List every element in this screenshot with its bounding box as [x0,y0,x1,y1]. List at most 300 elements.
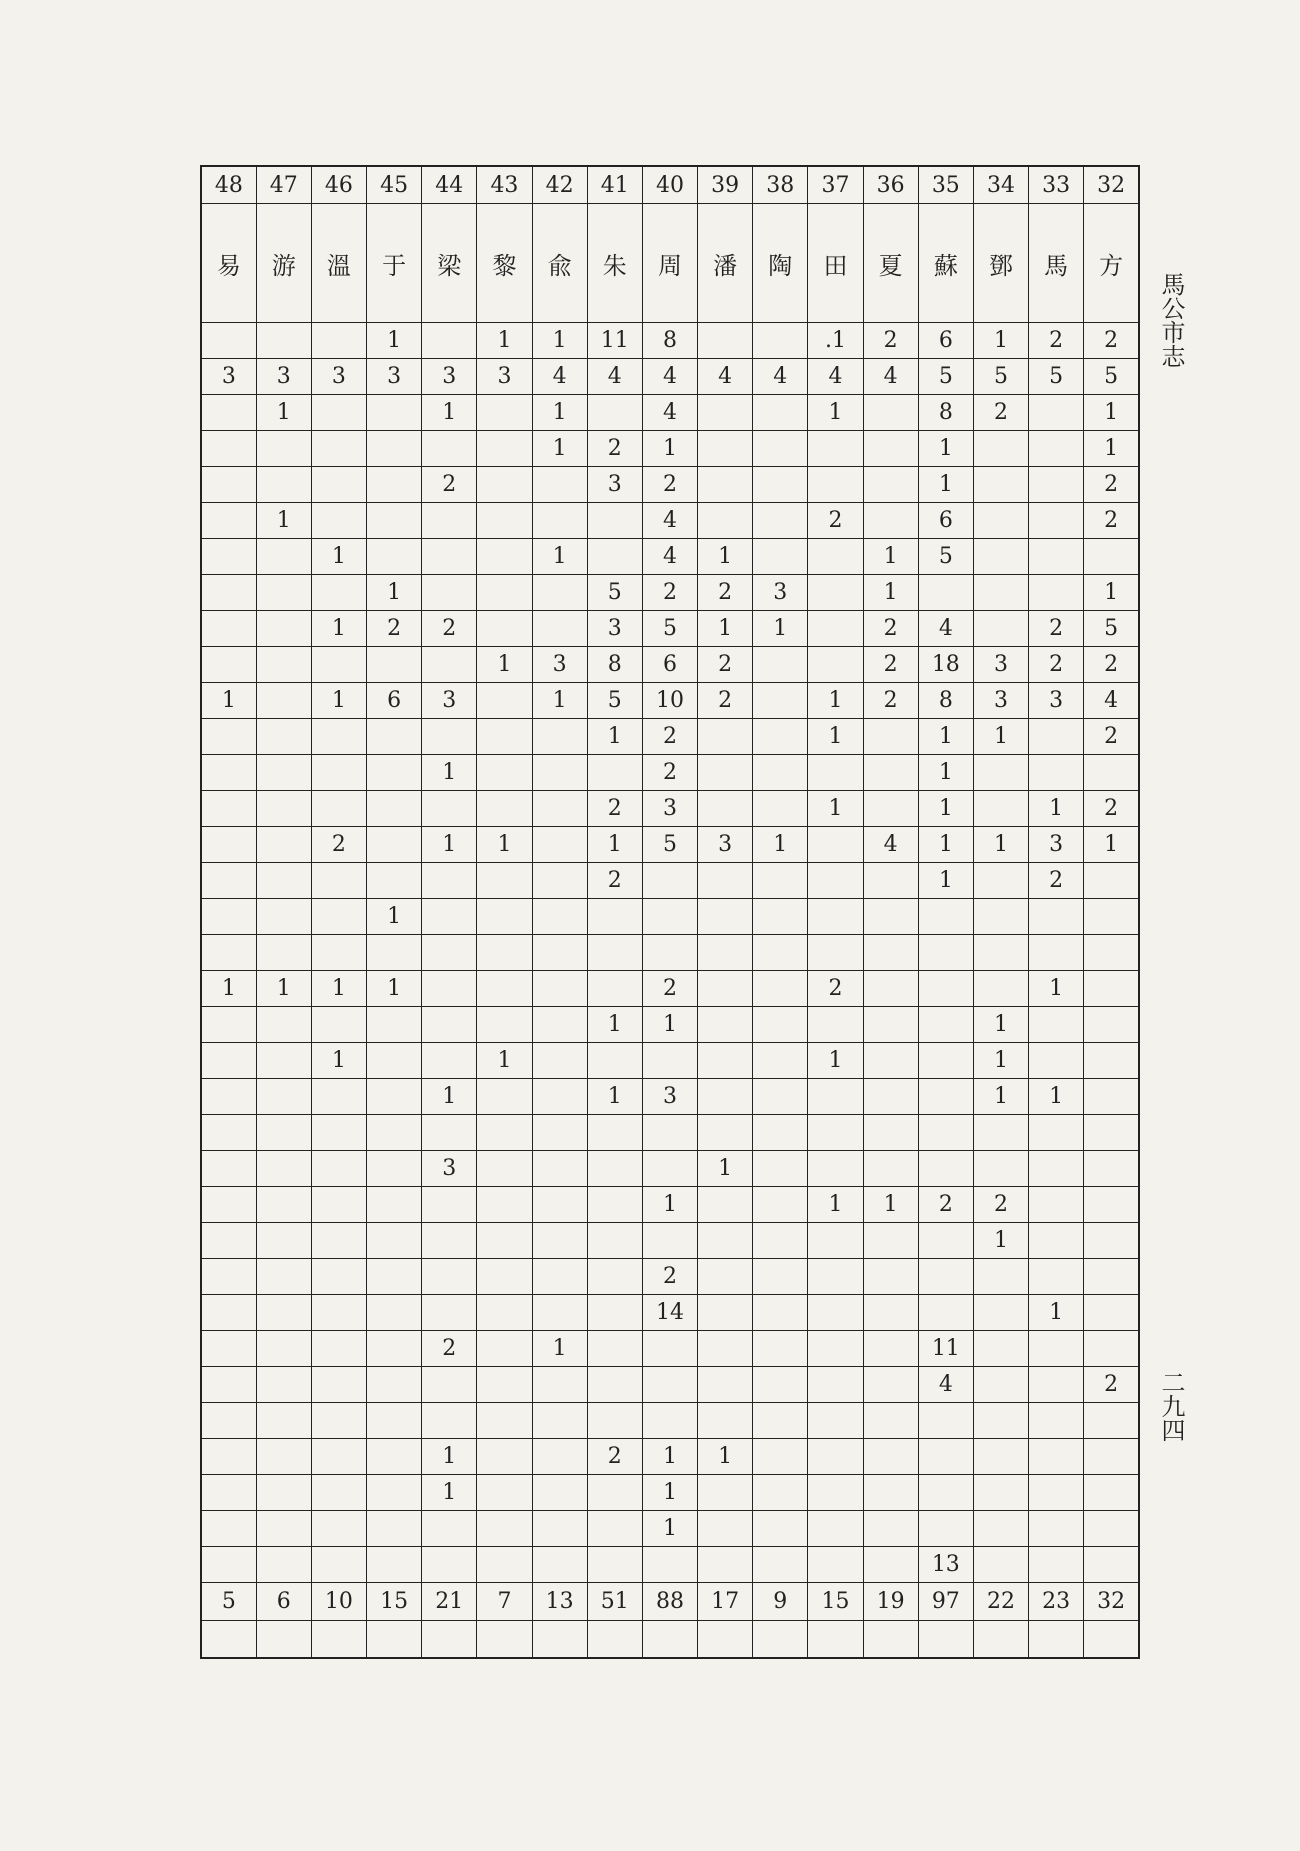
table-cell [1029,1511,1084,1547]
table-cell [532,1547,587,1583]
table-cell: 1 [422,1439,477,1475]
column-surname: 馬 [1029,204,1084,323]
table-cell [311,503,366,539]
table-cell [973,1259,1028,1295]
table-cell [532,1439,587,1475]
table-cell [753,503,808,539]
table-cell [256,467,311,503]
table-cell: 3 [973,683,1028,719]
table-cell [642,935,697,971]
table-cell: 6 [918,503,973,539]
table-cell [201,539,256,575]
table-cell [477,539,532,575]
table-cell [477,575,532,611]
table-cell [973,1547,1028,1583]
table-cell: 1 [918,791,973,827]
table-cell: 2 [422,611,477,647]
table-cell: 6 [367,683,422,719]
table-cell: 1 [477,1043,532,1079]
table-cell: 3 [256,359,311,395]
table-cell [311,1547,366,1583]
table-cell [256,1115,311,1151]
page-number: 二九四 [1157,1370,1185,1442]
table-cell [367,1007,422,1043]
table-cell [367,1295,422,1331]
table-cell [973,431,1028,467]
blank-cell [753,1621,808,1659]
table-cell: 1 [477,323,532,359]
table-cell [477,1151,532,1187]
table-cell [256,1367,311,1403]
table-cell [808,1439,863,1475]
table-cell [311,1223,366,1259]
table-cell [918,1115,973,1151]
table-cell: 1 [1084,431,1139,467]
table-row [201,1331,1139,1367]
table-cell [863,467,918,503]
table-cell [808,431,863,467]
table-row [201,1511,1139,1547]
table-cell: 1 [1029,971,1084,1007]
table-cell [1029,1403,1084,1439]
table-cell [311,755,366,791]
table-cell [753,755,808,791]
table-cell [1029,719,1084,755]
table-cell [201,647,256,683]
table-cell [973,1511,1028,1547]
table-cell: 1 [863,1187,918,1223]
table-cell [256,575,311,611]
table-cell [642,1115,697,1151]
table-cell [1029,1007,1084,1043]
table-cell [422,1367,477,1403]
table-cell [918,1475,973,1511]
table-cell [753,1367,808,1403]
table-cell [422,1007,477,1043]
table-cell [477,431,532,467]
table-cell [311,1475,366,1511]
table-cell: 2 [642,971,697,1007]
table-cell: 2 [1084,1367,1139,1403]
table-cell: 2 [1084,467,1139,503]
table-cell [532,755,587,791]
table-cell [477,1331,532,1367]
table-cell [367,791,422,827]
table-cell [367,1367,422,1403]
blank-cell [1084,1621,1139,1659]
table-cell [642,1367,697,1403]
table-cell [808,467,863,503]
table-cell [422,935,477,971]
table-cell [532,1403,587,1439]
table-cell: 1 [532,323,587,359]
table-cell [201,1259,256,1295]
table-cell: 3 [1029,683,1084,719]
table-cell [863,395,918,431]
table-cell [973,791,1028,827]
table-cell [1029,1259,1084,1295]
table-cell [753,647,808,683]
table-cell: 2 [863,647,918,683]
table-cell: 1 [367,575,422,611]
table-cell [808,899,863,935]
table-cell: 2 [973,1187,1028,1223]
column-number: 38 [753,166,808,204]
table-cell [201,1331,256,1367]
table-cell [587,1403,642,1439]
table-cell [201,1511,256,1547]
table-cell: 1 [973,719,1028,755]
table-cell: 14 [642,1295,697,1331]
table-cell: 5 [587,575,642,611]
table-cell: 1 [477,647,532,683]
table-cell [422,539,477,575]
table-cell [863,755,918,791]
table-cell [698,1511,753,1547]
table-cell [422,899,477,935]
table-cell [918,1007,973,1043]
table-cell: 1 [422,755,477,791]
total-cell: 32 [1084,1583,1139,1621]
table-cell: 5 [1029,359,1084,395]
table-cell [477,1295,532,1331]
table-cell: 3 [422,359,477,395]
table-cell [753,1223,808,1259]
blank-cell [201,1621,256,1659]
table-row [201,1115,1139,1151]
blank-cell [532,1621,587,1659]
table-row [201,899,1139,935]
column-number: 48 [201,166,256,204]
header-surname-row [201,204,1139,323]
total-cell: 88 [642,1583,697,1621]
table-cell [201,431,256,467]
table-row [201,431,1139,467]
table-cell [863,1295,918,1331]
table-row [201,1475,1139,1511]
table-cell [698,1223,753,1259]
table-cell: 5 [1084,611,1139,647]
table-cell: 1 [1084,827,1139,863]
blank-cell [698,1621,753,1659]
table-cell: 4 [1084,683,1139,719]
column-surname: 溫 [311,204,366,323]
column-number: 35 [918,166,973,204]
table-cell [642,1547,697,1583]
table-cell [1084,1187,1139,1223]
table-cell [587,1295,642,1331]
total-cell: 5 [201,1583,256,1621]
table-cell: 2 [863,683,918,719]
table-cell [587,1547,642,1583]
table-cell [863,791,918,827]
total-cell: 7 [477,1583,532,1621]
table-cell [587,1259,642,1295]
column-surname: 兪 [532,204,587,323]
table-cell [698,719,753,755]
table-cell [311,1187,366,1223]
table-cell [863,1007,918,1043]
table-row [201,611,1139,647]
table-cell [1029,467,1084,503]
table-cell: 3 [587,467,642,503]
table-cell [753,863,808,899]
table-cell: 1 [753,611,808,647]
total-cell: 21 [422,1583,477,1621]
table-cell [587,1115,642,1151]
table-cell [753,899,808,935]
table-row [201,323,1139,359]
table-cell [311,395,366,431]
table-cell [201,611,256,647]
table-cell [256,1043,311,1079]
table-cell: 1 [311,539,366,575]
table-cell [256,1223,311,1259]
table-cell [587,1475,642,1511]
table-cell [753,1079,808,1115]
table-cell [201,863,256,899]
table-cell: 4 [863,827,918,863]
column-number: 32 [1084,166,1139,204]
table-row [201,683,1139,719]
table-cell: 2 [422,1331,477,1367]
table-cell [532,899,587,935]
table-cell [477,611,532,647]
blank-cell [918,1621,973,1659]
table-cell [808,863,863,899]
table-cell: 4 [918,1367,973,1403]
table-cell [477,467,532,503]
table-cell [201,395,256,431]
table-cell [863,1367,918,1403]
table-cell [256,1259,311,1295]
table-cell: 2 [698,647,753,683]
table-row [201,971,1139,1007]
table-cell [1029,1439,1084,1475]
table-cell [753,1043,808,1079]
table-cell [532,575,587,611]
table-cell [698,1115,753,1151]
table-row [201,1367,1139,1403]
table-cell [477,1367,532,1403]
table-cell [698,1547,753,1583]
table-cell [753,791,808,827]
table-cell: 4 [808,359,863,395]
table-cell [367,935,422,971]
table-row [201,1223,1139,1259]
table-row [201,467,1139,503]
table-cell [367,539,422,575]
table-cell [918,1259,973,1295]
table-cell [1029,755,1084,791]
table-cell [698,1475,753,1511]
table-cell [201,1043,256,1079]
table-cell [863,1223,918,1259]
table-cell [311,1439,366,1475]
table-cell [256,1403,311,1439]
table-cell [808,539,863,575]
table-cell: 3 [753,575,808,611]
table-cell [973,611,1028,647]
table-cell [753,1547,808,1583]
table-row [201,539,1139,575]
column-surname: 游 [256,204,311,323]
table-cell [753,323,808,359]
table-cell [256,1151,311,1187]
total-cell: 10 [311,1583,366,1621]
table-cell [587,755,642,791]
table-cell: 1 [1084,575,1139,611]
table-cell: 5 [1084,359,1139,395]
table-cell: 1 [587,719,642,755]
table-cell [532,1187,587,1223]
table-cell [1029,539,1084,575]
table-cell [863,935,918,971]
table-cell: 1 [422,827,477,863]
table-cell: 3 [532,647,587,683]
table-cell [1029,1151,1084,1187]
table-cell [367,719,422,755]
table-cell: 1 [918,467,973,503]
table-cell [256,647,311,683]
table-cell [477,755,532,791]
table-cell [256,899,311,935]
table-cell: 1 [918,719,973,755]
table-cell [422,575,477,611]
table-cell [753,1331,808,1367]
table-cell [973,899,1028,935]
table-cell [256,611,311,647]
table-cell [973,1115,1028,1151]
table-cell [587,899,642,935]
table-cell [587,971,642,1007]
table-cell: 1 [201,971,256,1007]
table-cell [642,899,697,935]
column-number: 34 [973,166,1028,204]
table-cell [918,1043,973,1079]
blank-cell [863,1621,918,1659]
table-cell: 2 [698,683,753,719]
table-cell [863,863,918,899]
table-cell [587,1223,642,1259]
table-cell: 1 [587,1079,642,1115]
table-cell [367,1259,422,1295]
table-row [201,791,1139,827]
table-cell: 3 [587,611,642,647]
table-cell: 1 [642,1439,697,1475]
table-cell [808,1295,863,1331]
table-cell [256,1475,311,1511]
table-cell [698,935,753,971]
table-cell [477,1187,532,1223]
table-cell: 2 [1084,647,1139,683]
table-cell [918,971,973,1007]
table-cell [201,1295,256,1331]
table-cell [1084,1439,1139,1475]
table-cell: 1 [642,431,697,467]
table-cell [201,1367,256,1403]
table-cell [1084,755,1139,791]
table-cell [256,755,311,791]
column-number: 36 [863,166,918,204]
table-cell [698,1331,753,1367]
table-cell: 3 [973,647,1028,683]
table-cell: 1 [973,1223,1028,1259]
table-cell [698,323,753,359]
table-cell [201,575,256,611]
table-cell: 3 [642,1079,697,1115]
table-cell [973,755,1028,791]
table-cell: 8 [642,323,697,359]
table-cell: 13 [918,1547,973,1583]
table-cell [1029,1367,1084,1403]
table-cell [973,935,1028,971]
column-number: 47 [256,166,311,204]
table-cell: 3 [642,791,697,827]
table-cell [863,1439,918,1475]
blank-cell [808,1621,863,1659]
table-cell: 1 [808,719,863,755]
table-cell [311,1295,366,1331]
table-cell [973,575,1028,611]
table-cell: 2 [587,431,642,467]
table-cell: 2 [1084,719,1139,755]
table-cell [1084,1331,1139,1367]
table-cell [422,1187,477,1223]
column-surname: 梁 [422,204,477,323]
table-cell [918,575,973,611]
table-row [201,1187,1139,1223]
table-cell [587,935,642,971]
table-cell [201,1547,256,1583]
table-cell [863,1079,918,1115]
table-cell: 4 [753,359,808,395]
table-cell: 2 [863,323,918,359]
table-cell [587,1511,642,1547]
table-cell [477,1475,532,1511]
table-cell: 4 [642,503,697,539]
table-cell [532,935,587,971]
table-cell: 3 [477,359,532,395]
table-cell [808,1115,863,1151]
table-cell [753,539,808,575]
table-cell: 1 [642,1475,697,1511]
table-cell: 1 [256,395,311,431]
table-cell: 2 [1029,863,1084,899]
column-number: 39 [698,166,753,204]
table-cell [256,431,311,467]
table-cell: 5 [918,539,973,575]
table-cell [753,971,808,1007]
table-cell [642,1151,697,1187]
table-cell: 3 [422,683,477,719]
table-cell [698,863,753,899]
table-cell [587,1367,642,1403]
table-cell: 1 [422,1079,477,1115]
table-cell [367,503,422,539]
column-number: 41 [587,166,642,204]
table-cell [201,1007,256,1043]
table-cell: 1 [918,755,973,791]
table-cell: 6 [642,647,697,683]
table-cell [201,1439,256,1475]
table-cell: 2 [1084,503,1139,539]
table-cell: 1 [587,1007,642,1043]
table-cell [367,755,422,791]
table-row [201,395,1139,431]
table-cell [1029,1187,1084,1223]
table-row [201,1403,1139,1439]
